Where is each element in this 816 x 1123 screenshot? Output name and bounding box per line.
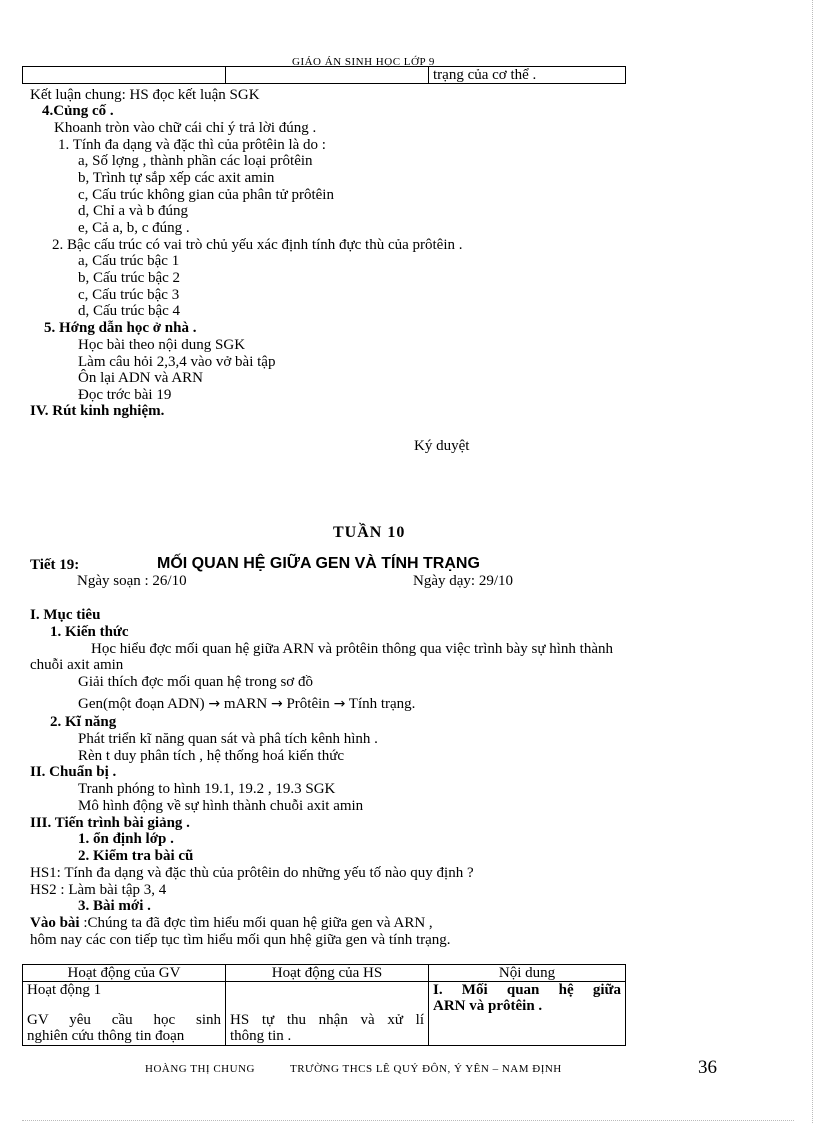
quiz-intro: Khoanh tròn vào chữ cái chỉ ý trả lời đúng . [54,120,317,136]
q1-option-d: d, Chỉ a và b đúng [78,203,188,219]
intro-line-1 [30,915,433,932]
step-2: 2. Kiểm tra bài cũ [78,848,194,864]
step-1: 1. ổn định lớp . [78,831,174,847]
skill-1: Phát triển kĩ năng quan sát và phâ tích kênh hình . [78,731,378,747]
page-number: 36 [698,1057,717,1078]
row1-gv [23,982,226,1046]
page-header: GIÁO ÁN SINH HỌC LỚP 9 [292,56,435,68]
top-table-cell-3: trạng của cơ thể . [429,67,626,84]
review-hs2: HS2 : Làm bài tập 3, 4 [30,882,167,898]
heading-knowledge: 1. Kiến thức [50,624,129,640]
lesson-title: MỐI QUAN HỆ GIỮA GEN VÀ TÍNH TRẠNG [157,555,480,572]
header-content: Nội dung [429,965,626,982]
arrow-icon: → [208,696,221,712]
top-table [22,66,626,84]
row1-content-2: ARN và prôtêin . [433,998,543,1014]
header-gv: Hoạt động của GV [23,965,226,982]
flow-trait: Tính trạng. [348,696,416,712]
header-hs: Hoạt động của HS [226,965,429,982]
homework-2: Làm câu hỏi 2,3,4 vào vở bài tập [78,354,276,370]
activity-table [22,964,626,1046]
heading-iii: III. Tiến trình bài giảng . [30,815,190,831]
step-3: 3. Bài mới . [78,898,151,914]
row1-gv-text-1: GV yêu cầu học sinh [27,1012,221,1028]
heading-iv: IV. Rút kinh nghiệm. [30,403,165,419]
top-table-cell-2 [226,67,429,84]
arrow-icon: → [270,696,283,712]
skill-2: Rèn t duy phân tích , hệ thống hoá kiến thức [78,748,344,764]
footer-author: HOÀNG THỊ CHUNG [145,1063,255,1075]
q1-option-c: c, Cấu trúc không gian của phân tử prôtêin [78,187,334,203]
signature-label: Ký duyệt [414,438,470,454]
q1-option-e: e, Cả a, b, c đúng . [78,220,190,236]
q2-option-b: b, Cấu trúc bậc 2 [78,270,181,286]
heading-5: 5. Hớng dẫn học ở nhà . [44,320,197,336]
intro-label: Vào bài [30,915,80,931]
heading-i: I. Mục tiêu [30,607,101,623]
homework-3: Ôn lại ADN và ARN [78,370,203,386]
homework-1: Học bài theo nội dung SGK [78,337,246,353]
period-label: Tiết 19: [30,557,80,573]
conclusion: Kết luận chung: HS đọc kết luận SGK [30,87,260,103]
question-2: 2. Bậc cấu trúc có vai trò chủ yếu xác định tính đực thù của prôtêin . [52,237,463,253]
arrow-icon: → [333,696,346,712]
flow-marn: mARN [223,696,268,712]
flow-diagram [78,696,415,713]
q1-option-a: a, Số lợng , thành phần các loại prôtêin [78,153,313,169]
prep-1: Tranh phóng to hình 19.1, 19.2 , 19.3 SGK [78,781,336,797]
q1-option-b: b, Trình tự sắp xếp các axit amin [78,170,275,186]
flow-gen: Gen(một đoạn ADN) [78,696,205,712]
intro-text: :Chúng ta đã đợc tìm hiểu mối quan hệ giữa gen và ARN , [79,915,433,931]
q2-option-d: d, Cấu trúc bậc 4 [78,303,181,319]
row1-hs-text-1: HS tự thu nhận và xử lí [230,1012,424,1028]
q2-option-a: a, Cấu trúc bậc 1 [78,253,180,269]
question-1: 1. Tính đa dạng và đặc thì của prôtêin là do : [58,137,326,153]
teach-date: Ngày dạy: 29/10 [413,573,513,589]
prep-2: Mô hình động về sự hình thành chuỗi axit amin [78,798,364,814]
heading-ii: II. Chuẩn bị . [30,764,117,780]
q2-option-c: c, Cấu trúc bậc 3 [78,287,180,303]
homework-4: Đọc trớc bài 19 [78,387,172,403]
row1-content [429,982,626,1046]
row1-content-1: I. Mối quan hệ giữa [433,982,621,998]
page-border-right [812,0,813,1123]
row1-gv-activity: Hoạt động 1 [27,982,102,998]
footer-school: TRƯỜNG THCS LÊ QUÝ ĐÔN, Ý YÊN – NAM ĐỊNH [290,1063,562,1075]
week-title: TUẦN 10 [333,524,406,541]
prepare-date: Ngày soạn : 26/10 [77,573,187,589]
row1-hs [226,982,429,1046]
page-border-bottom [22,1120,794,1121]
heading-skills: 2. Kĩ năng [50,714,117,730]
intro-line-2: hôm nay các con tiếp tục tìm hiểu mối qun hhệ giữa gen và tính trạng. [30,932,451,948]
knowledge-1a: Học hiểu đợc mối quan hệ giữa ARN và prôtêin thông qua việc trình bày sự hình thành [91,641,614,657]
top-table-cell-1 [23,67,226,84]
row1-hs-text-2: thông tin . [230,1028,292,1044]
knowledge-1b: chuỗi axit amin [30,657,124,673]
review-hs1: HS1: Tính đa dạng và đặc thù của prôtêin do những yếu tố nào quy định ? [30,865,474,881]
heading-4: 4.Củng cố . [42,103,114,119]
row1-gv-text-2: nghiên cứu thông tin đoạn [27,1028,185,1044]
knowledge-2: Giải thích đợc mối quan hệ trong sơ đồ [78,674,313,690]
flow-protein: Prôtêin [286,696,330,712]
